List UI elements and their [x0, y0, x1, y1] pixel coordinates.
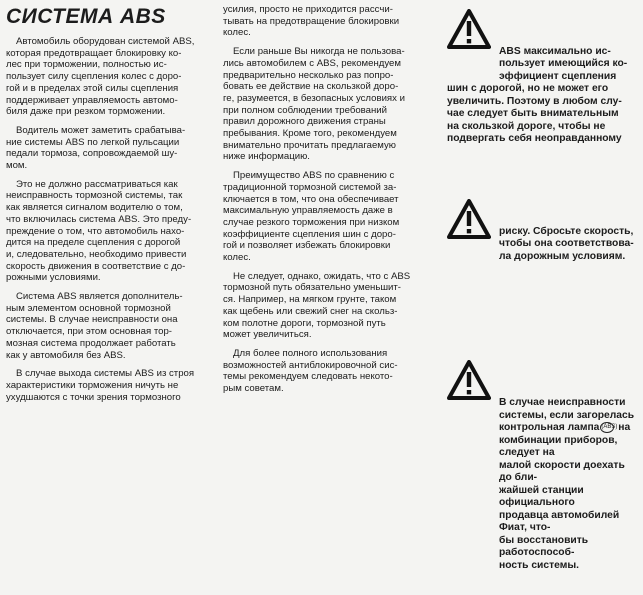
warning-line: чае следует быть внимательным [447, 108, 619, 119]
warning-text: В случае неисправности системы, если загорелась контрольная лампа (ABS) на комбинации приборов, следует на малой скорости доехать до бли- жайшей станции официального продавца автомобилей Фиат, что- бы восстановить работоспособ- ность системы. [499, 397, 635, 571]
paragraph: Преимущество ABS по сравнению с традиционной тормозной системой за- ключается в том, что она обеспечивает максимальную управляемость даже в случае резкого торможения при низком коэффициенте сцепления шин с доро- гой и позволяет избежать блокировки колес. [223, 170, 400, 264]
page-title: СИСТЕМА ABS [6, 5, 166, 28]
paragraph: Если раньше Вы никогда не пользова- лись автомобилем с ABS, рекомендуем предварительно несколько раз попро- бовать ее действие на скользкой доро- ге, разумеется, в безопасных условиях и при полном соблюдении требований правил дорожного движения страны пребывания. Кроме того, рекомендуем внимательно прочитать предлагаемую ниже информацию. [223, 46, 405, 163]
warning-block [447, 201, 639, 276]
warning-line: пользует имеющийся ко- [499, 58, 628, 69]
abs-lamp-icon: (ABS) [600, 422, 614, 433]
warning-line: на скользкой дороге, чтобы не [447, 120, 606, 132]
paragraph: В случае выхода системы ABS из строя характеристики торможения ничуть не ухудшаются с точки зрения тормозного [6, 368, 195, 403]
paragraph: Не следует, однако, ожидать, что с ABS тормозной путь обязательно уменьшит- ся. Например, на мягком грунте, таком как щебень или свежий снег на скольз- ком полотне дороги, тормозной путь может увеличиться. [223, 270, 411, 341]
paragraph: Водитель может заметить срабатыва- ние системы ABS по легкой пульсации педали тормоза, сопровождаемой шу- мом. [6, 124, 186, 172]
warning-text [447, 33, 639, 158]
warning-block [447, 8, 639, 171]
warning-triangle-icon [447, 199, 491, 239]
column-left [6, 0, 211, 410]
warning-line: подвергать себя неоправданному [447, 133, 622, 144]
paragraph: Автомобиль оборудован системой ABS, которая предотвращает блокировку ко- лес при торможении, полностью ис- пользует силу сцепления колес с доро- гой и в пределах этой силы сцепления поддерживает управляемость автомо- биля даже при резком торможении. [6, 36, 195, 118]
paragraph: Для более полного использования возможностей антиблокировочной сис- темы рекомендуем следовать некото- рым советам. [223, 347, 398, 395]
paragraph: Это не должно рассматриваться как неисправность тормозной системы, так как является сигналом водителю о том, что включилась система ABS. Это преду- преждение о том, что автомобиль нахо- дится на пределе сцепления с дорогой и, следовательно, необходимо привести скорость движения в соответствие с до- рожными условиями. [6, 178, 192, 284]
warning-line: шин с дорогой, но не может его [447, 83, 609, 94]
warning-triangle-icon [447, 360, 491, 400]
paragraph: усилия, просто не приходится рассчи- тывать на предотвращение блокировки колес. [223, 4, 400, 39]
warning-block [447, 360, 639, 585]
warning-text: риску. Сбросьте скорость, чтобы она соответствова- ла дорожным условиям. [499, 225, 634, 262]
warning-line: ABS максимально ис- [499, 45, 611, 57]
paragraph: Система ABS является дополнитель- ным элементом основной тормозной системы. В случае неисправности она отключается, при этом основная тор- мозная система продолжает работать как у автомобиля без ABS. [6, 291, 183, 361]
warning-line: эффициент сцепления [499, 70, 617, 82]
warning-line: увеличить. Поэтому в любом слу- [447, 95, 622, 107]
column-right [447, 4, 639, 595]
warning-triangle-icon [447, 9, 491, 49]
column-middle [223, 4, 427, 402]
